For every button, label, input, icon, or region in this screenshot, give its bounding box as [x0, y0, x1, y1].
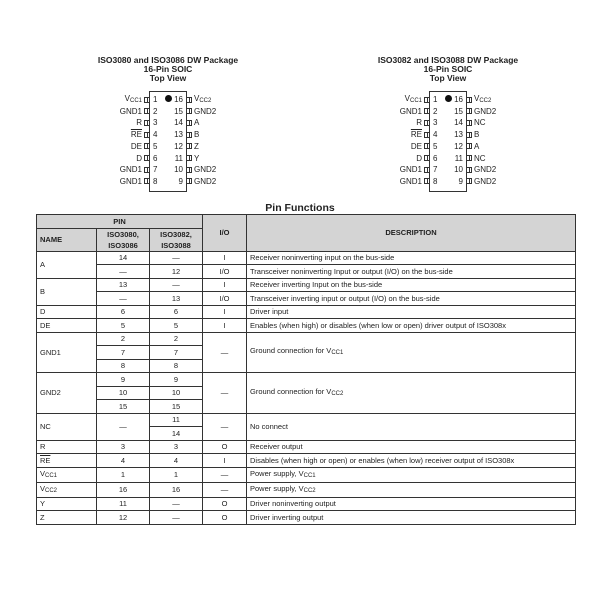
pin-label: GND2 [474, 176, 497, 186]
pin-pad-icon [424, 120, 430, 126]
pin-number: 9 [178, 176, 183, 186]
pin-label: Z [194, 141, 199, 151]
pin-pad-icon [424, 97, 430, 103]
pin-right-11 [186, 153, 199, 164]
pin-left-2 [120, 106, 150, 117]
pin-name: D [37, 305, 97, 319]
pin-iso3080: 3 [97, 440, 150, 454]
pin-description: Receiver output [247, 440, 576, 454]
pin-number: 11 [454, 153, 463, 163]
pin-label: GND2 [474, 106, 497, 116]
pin-io: I [203, 278, 247, 292]
pin-pad-icon [424, 108, 430, 114]
pin-right-12 [466, 141, 479, 152]
pin-iso3082: — [150, 251, 203, 265]
pin-number: 16 [174, 95, 183, 104]
pin-iso3082: 14 [150, 427, 203, 441]
pin-number: 14 [454, 118, 463, 128]
pin-right-16 [186, 94, 211, 105]
pin-number: 8 [153, 176, 158, 186]
chip-body [399, 91, 497, 192]
pin-left-5 [411, 141, 430, 152]
pin-number: 7 [433, 165, 438, 175]
pin-pad-icon [144, 108, 150, 114]
pin-label: GND2 [474, 165, 497, 175]
pin-iso3080: — [97, 292, 150, 306]
pin-left-1 [405, 94, 430, 105]
header-io: I/O [203, 215, 247, 252]
pin-io: — [203, 482, 247, 497]
pin-number: 12 [174, 141, 183, 151]
pin-number: 6 [153, 153, 158, 163]
pin-iso3082: 9 [150, 373, 203, 387]
pin-number: 10 [454, 165, 463, 175]
pin-left-4 [131, 129, 150, 140]
pin-number: 15 [174, 106, 183, 116]
pin-io: I [203, 251, 247, 265]
pin-iso3080: 11 [97, 497, 150, 511]
pin-io: O [203, 511, 247, 525]
pin-pad-icon [186, 167, 192, 173]
pin-left-7 [400, 164, 430, 175]
pin-label-subscript: CC1 [409, 97, 422, 104]
pin-pad-icon [424, 132, 430, 138]
header-name: NAME [37, 228, 97, 251]
pin-number: 15 [454, 106, 463, 116]
header-description: DESCRIPTION [247, 215, 576, 252]
table-row [37, 440, 576, 454]
pin-number: 3 [433, 118, 438, 128]
pin-right-12 [186, 141, 199, 152]
pin-label: D [416, 153, 422, 163]
pin-pad-icon [144, 132, 150, 138]
pin-description: Driver inverting output [247, 511, 576, 525]
pin-pad-icon [186, 120, 192, 126]
pin-pad-icon [144, 167, 150, 173]
pin-label: GND1 [119, 106, 142, 116]
table-row [37, 482, 576, 497]
pin-label: $\overline{RE}$ [410, 130, 422, 140]
package-title [348, 56, 548, 83]
pin-description: Receiver inverting Input on the bus-side [247, 278, 576, 292]
pin-pad-icon [424, 155, 430, 161]
pin-description: Power supply, $V_{CC2}$ [247, 482, 576, 497]
pin-label-subscript: CC1 [129, 97, 142, 104]
pin-name: $V_{CC2}$ [37, 482, 97, 497]
pin-pad-icon [186, 97, 192, 103]
pin-description: Driver noninverting output [247, 497, 576, 511]
package-subtitle: 16-Pin SOIC [423, 64, 473, 74]
pin-pad-icon [144, 178, 150, 184]
package-diagram-iso3082-iso3088 [348, 56, 548, 192]
pin-left-2 [400, 106, 430, 117]
pin-iso3080: — [97, 413, 150, 440]
pin-pad-icon [186, 143, 192, 149]
pin-iso3080: 9 [97, 373, 150, 387]
pin-right-10 [466, 164, 496, 175]
pin-description: No connect [247, 413, 576, 440]
pin-iso3080: 10 [97, 386, 150, 400]
pin-pad-icon [186, 178, 192, 184]
pin-iso3082: 4 [150, 454, 203, 468]
pin-io: O [203, 497, 247, 511]
pin-number: 5 [433, 141, 438, 151]
pin-description: Disables (when high or open) or enables (when low) receiver output of ISO308x [247, 454, 576, 468]
table-row [37, 278, 576, 292]
pin-iso3082: — [150, 278, 203, 292]
package-view-label: Top View [429, 73, 467, 83]
pin-description: Power supply, $V_{CC1}$ [247, 467, 576, 482]
pin-pad-icon [424, 167, 430, 173]
pin-label: Y [194, 153, 200, 163]
pin-pad-icon [424, 143, 430, 149]
pin-iso3082: 11 [150, 413, 203, 427]
pin-io: I [203, 319, 247, 333]
pin-io: I [203, 454, 247, 468]
table-row [37, 332, 576, 346]
pin-name: R [37, 440, 97, 454]
pin-number: 16 [454, 95, 463, 104]
pin-number: 13 [454, 130, 463, 140]
pin-number: 1 [433, 95, 438, 104]
pin-pad-icon [144, 97, 150, 103]
pin-right-10 [186, 164, 216, 175]
pin-left-6 [136, 153, 150, 164]
pin-pad-icon [424, 178, 430, 184]
chip-body [119, 91, 217, 192]
pin-label: NC [474, 118, 486, 128]
pin-number: 10 [174, 165, 183, 175]
package-view-label: Top View [149, 73, 187, 83]
pin-left-5 [131, 141, 150, 152]
pin-iso3082: 13 [150, 292, 203, 306]
pin-number: 12 [454, 141, 463, 151]
pin-pad-icon [144, 120, 150, 126]
pin-pad-icon [466, 178, 472, 184]
pin-io: I [203, 305, 247, 319]
pin-iso3082: — [150, 497, 203, 511]
pin-left-7 [120, 164, 150, 175]
pin-name: Y [37, 497, 97, 511]
pin-left-3 [416, 117, 430, 128]
pin-iso3080: 6 [97, 305, 150, 319]
pin-right-11 [466, 153, 486, 164]
pin-left-1 [125, 94, 150, 105]
pin-label: R [416, 118, 422, 128]
table-row [37, 454, 576, 468]
table-row [37, 292, 576, 306]
package-title-line: ISO3082 and ISO3088 DW Package [377, 55, 519, 65]
pin-right-15 [186, 106, 216, 117]
table-row [37, 319, 576, 333]
pin-label: GND1 [399, 176, 422, 186]
pin-number: 5 [153, 141, 158, 151]
header-pin: PIN [37, 215, 203, 229]
pin-label-subscript: CC2 [199, 97, 212, 104]
pin-pad-icon [466, 167, 472, 173]
pin-name: A [37, 251, 97, 278]
pin-pad-icon [466, 143, 472, 149]
table-row [37, 497, 576, 511]
pin-right-13 [186, 129, 199, 140]
pin-right-16 [466, 94, 491, 105]
pin-functions-table [36, 214, 576, 525]
pin-pad-icon [144, 143, 150, 149]
pin-label: R [136, 118, 142, 128]
pin-right-13 [466, 129, 479, 140]
table-row [37, 511, 576, 525]
pin-iso3082: 5 [150, 319, 203, 333]
pin-name: NC [37, 413, 97, 440]
table-row [37, 265, 576, 279]
pin-iso3080: 2 [97, 332, 150, 346]
pin-iso3080: 8 [97, 359, 150, 373]
pin-name: $V_{CC1}$ [37, 467, 97, 482]
table-row [37, 251, 576, 265]
pin-iso3082: 7 [150, 346, 203, 360]
pin-name: $\overline{RE}$ [37, 454, 97, 468]
package-subtitle: 16-Pin SOIC [143, 64, 193, 74]
pin-io: I/O [203, 292, 247, 306]
pin-iso3080: 15 [97, 400, 150, 414]
header-iso3082-iso3088: ISO3082, ISO3088 [150, 228, 203, 251]
package-title-line: ISO3080 and ISO3086 DW Package [97, 55, 239, 65]
pin-number: 3 [153, 118, 158, 128]
pin-name: B [37, 278, 97, 305]
pin-label: DE [130, 141, 142, 151]
pin-left-8 [120, 176, 150, 187]
pin-description: Ground connection for $V_{CC1}$ [247, 332, 576, 373]
pin-number: 2 [433, 106, 438, 116]
header-iso3080-iso3086: ISO3080, ISO3086 [97, 228, 150, 251]
pin-pad-icon [186, 108, 192, 114]
pin-name: GND2 [37, 373, 97, 414]
pin-pad-icon [144, 155, 150, 161]
package-diagram-iso3080-iso3086 [68, 56, 268, 192]
pin-right-9 [186, 176, 216, 187]
pin-right-14 [466, 117, 486, 128]
pin-iso3082: 8 [150, 359, 203, 373]
pin-left-6 [416, 153, 430, 164]
pin-label: GND1 [119, 165, 142, 175]
pin-label: $V_{CC2}$ [194, 93, 212, 104]
pin-left-8 [400, 176, 430, 187]
pin-name: DE [37, 319, 97, 333]
pin-iso3082: 10 [150, 386, 203, 400]
pin-label: NC [474, 153, 486, 163]
pin-iso3080: 16 [97, 482, 150, 497]
pin-number: 1 [153, 95, 158, 104]
pin-io: — [203, 413, 247, 440]
pin-iso3080: 1 [97, 467, 150, 482]
pin-pad-icon [466, 108, 472, 114]
pin-iso3080: 4 [97, 454, 150, 468]
table-row [37, 413, 576, 427]
pin-left-3 [136, 117, 150, 128]
pin-label: A [474, 141, 480, 151]
pin-pad-icon [186, 132, 192, 138]
pin-iso3080: 5 [97, 319, 150, 333]
pin-description: Transceiver inverting input or output (I/O) on the bus-side [247, 292, 576, 306]
pin-iso3082: 2 [150, 332, 203, 346]
table-row [37, 305, 576, 319]
pin-number: 4 [433, 130, 438, 140]
pin-number: 4 [153, 130, 158, 140]
pin-number: 8 [433, 176, 438, 186]
pin-iso3082: — [150, 511, 203, 525]
pin-number: 11 [174, 153, 183, 163]
pin-label-subscript: CC2 [479, 97, 492, 104]
pin-label: GND1 [399, 106, 422, 116]
pin-number: 9 [458, 176, 463, 186]
pin-description: Transceiver noninverting Input or output (I/O) on the bus-side [247, 265, 576, 279]
package-title [68, 56, 268, 83]
pin-number: 6 [433, 153, 438, 163]
table-row [37, 373, 576, 387]
pin1-marker-icon [165, 95, 172, 102]
pin-label: GND1 [399, 165, 422, 175]
pin-iso3082: 1 [150, 467, 203, 482]
pin-name: GND1 [37, 332, 97, 373]
pin-number: 7 [153, 165, 158, 175]
pin-iso3082: 15 [150, 400, 203, 414]
pin-iso3080: 7 [97, 346, 150, 360]
pin-description: Enables (when high) or disables (when low or open) driver output of ISO308x [247, 319, 576, 333]
pin-iso3080: 12 [97, 511, 150, 525]
pin-label: B [474, 130, 480, 140]
pin-pad-icon [466, 120, 472, 126]
pin-pad-icon [186, 155, 192, 161]
pin-io: I/O [203, 265, 247, 279]
pin-io: O [203, 440, 247, 454]
pin-description: Driver input [247, 305, 576, 319]
pin-label: GND2 [194, 106, 217, 116]
pin-left-4 [411, 129, 430, 140]
pin-iso3082: 16 [150, 482, 203, 497]
pin-label: GND1 [119, 176, 142, 186]
pin-label: $V_{CC1}$ [124, 93, 142, 104]
table-row [37, 467, 576, 482]
pin-label: B [194, 130, 200, 140]
pin-io: — [203, 467, 247, 482]
pin-label: A [194, 118, 200, 128]
pin-io: — [203, 332, 247, 373]
pin-description: Receiver noninverting input on the bus-side [247, 251, 576, 265]
pin-pad-icon [466, 132, 472, 138]
pin-right-9 [466, 176, 496, 187]
pin-number: 14 [174, 118, 183, 128]
pin-pad-icon [466, 155, 472, 161]
pin-pad-icon [466, 97, 472, 103]
pin-description: Ground connection for $V_{CC2}$ [247, 373, 576, 414]
pin-label: DE [410, 141, 422, 151]
pin-iso3080: 13 [97, 278, 150, 292]
pin-label: GND2 [194, 176, 217, 186]
pin-iso3080: — [97, 265, 150, 279]
pin-io: — [203, 373, 247, 414]
pin-label: GND2 [194, 165, 217, 175]
pin-number: 2 [153, 106, 158, 116]
pin-number: 13 [174, 130, 183, 140]
pin-label: $\overline{RE}$ [130, 130, 142, 140]
pin-iso3082: 12 [150, 265, 203, 279]
header-row [37, 215, 576, 229]
pin-label: $V_{CC2}$ [474, 93, 492, 104]
table-title: Pin Functions [265, 202, 335, 214]
pin-iso3082: 6 [150, 305, 203, 319]
pin-label: D [136, 153, 142, 163]
pin-right-15 [466, 106, 496, 117]
pin-iso3082: 3 [150, 440, 203, 454]
pin-right-14 [186, 117, 199, 128]
pin-iso3080: 14 [97, 251, 150, 265]
pin1-marker-icon [445, 95, 452, 102]
pin-label: $V_{CC1}$ [404, 93, 422, 104]
pin-name: Z [37, 511, 97, 525]
